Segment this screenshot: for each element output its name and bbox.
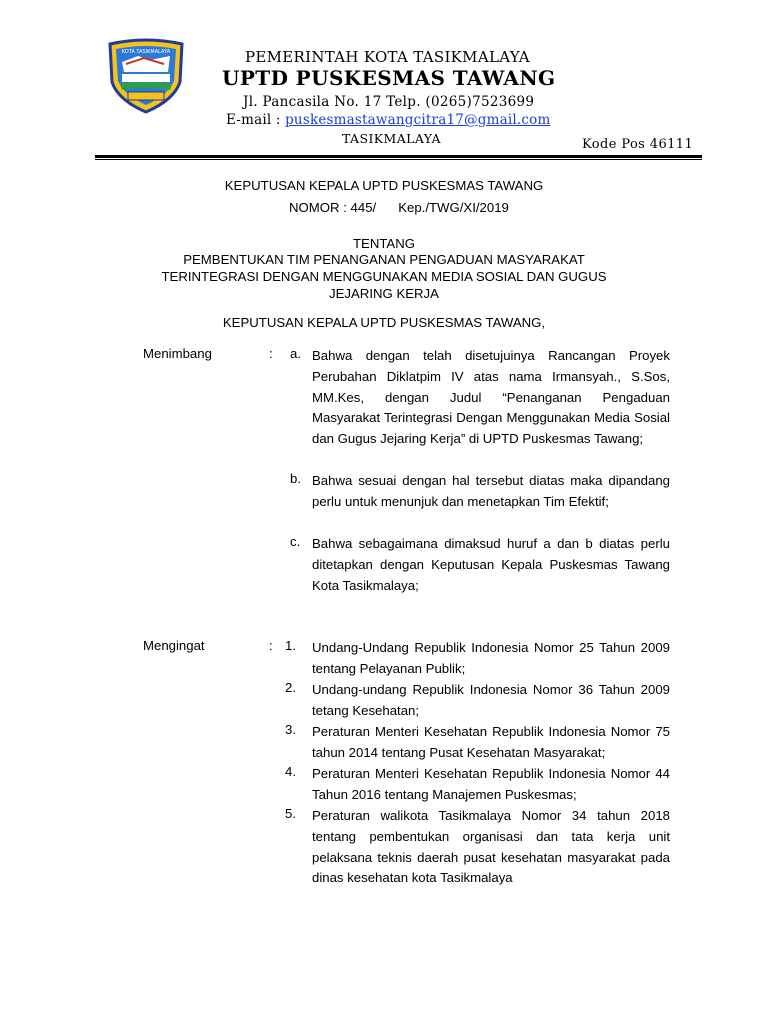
letterhead-email-line xyxy=(226,112,550,128)
recalling-item: Peraturan Menteri Kesehatan Republik Indonesia Nomor 75 tahun 2014 tentang Pusat Kesehatan Masyarakat; xyxy=(312,724,670,760)
recalling-label: Mengingat xyxy=(143,638,205,653)
decree-about-label: TENTANG xyxy=(352,236,416,251)
considering-marker: b. xyxy=(290,471,301,486)
considering-item: Bahwa sesuai dengan hal tersebut diatas maka dipandang perlu untuk menunjuk dan menetapkan Tim Efektif; xyxy=(312,473,670,509)
letterhead xyxy=(0,0,768,160)
recalling-item: Peraturan Menteri Kesehatan Republik Indonesia Nomor 44 Tahun 2016 tentang Manajemen Puskesmas; xyxy=(312,766,670,802)
considering-colon: : xyxy=(269,346,273,361)
decree-subject-line: PEMBENTUKAN TIM PENANGANAN PENGADUAN MASYARAKAT xyxy=(183,252,585,267)
decree-subject-line: JEJARING KERJA xyxy=(329,286,439,301)
letterhead-divider-thin xyxy=(95,159,702,160)
considering-label: Menimbang xyxy=(143,346,212,361)
considering-item: Bahwa dengan telah disetujuinya Rancangan Proyek Perubahan Diklatpim IV atas nama Irmansyah., S.Sos, MM.Kes, dengan Judul “Penanganan Pengaduan Masyarakat Terintegrasi Dengan Menggunakan Media Sosial dan Gugus Jejaring Kerja” di UPTD Puskesmas Tawang; xyxy=(312,348,670,447)
letterhead-institution: UPTD PUSKESMAS TAWANG xyxy=(222,66,556,90)
recalling-marker: 2. xyxy=(285,680,296,695)
decree-issuer: KEPUTUSAN KEPALA UPTD PUSKESMAS TAWANG, xyxy=(222,315,546,330)
recalling-marker: 1. xyxy=(285,638,296,653)
letterhead-city: TASIKMALAYA xyxy=(342,131,441,146)
recalling-marker: 4. xyxy=(285,764,296,779)
decree-title: KEPUTUSAN KEPALA UPTD PUSKESMAS TAWANG xyxy=(224,178,544,193)
letterhead-postal-code: Kode Pos 46111 xyxy=(582,137,694,152)
city-emblem-logo xyxy=(104,38,188,114)
decree-subject-line: TERINTEGRASI DENGAN MENGGUNAKAN MEDIA SOSIAL DAN GUGUS xyxy=(161,269,607,284)
letterhead-address: Jl. Pancasila No. 17 Telp. (0265)7523699 xyxy=(243,94,535,110)
decree-number: NOMOR : 445/ Kep./TWG/XI/2019 xyxy=(289,200,509,215)
letterhead-government: PEMERINTAH KOTA TASIKMALAYA xyxy=(245,48,530,66)
recalling-colon: : xyxy=(269,638,273,653)
considering-marker: a. xyxy=(290,346,301,361)
email-label: E-mail : xyxy=(226,112,286,128)
recalling-item: Peraturan walikota Tasikmalaya Nomor 34 tahun 2018 tentang pembentukan organisasi dan tata kerja unit pelaksana teknis daerah pusat kesehatan masyarakat pada dinas kesehatan kota Tasikmalaya xyxy=(312,808,670,886)
recalling-item: Undang-undang Republik Indonesia Nomor 36 Tahun 2009 tetang Kesehatan; xyxy=(312,682,670,718)
considering-marker: c. xyxy=(290,534,301,549)
recalling-marker: 3. xyxy=(285,722,296,737)
logo-lettering: KOTA TASIKMALAYA xyxy=(121,49,171,55)
recalling-marker: 5. xyxy=(285,806,296,821)
considering-item: Bahwa sebagaimana dimaksud huruf a dan b diatas perlu ditetapkan dengan Keputusan Kepala Puskesmas Tawang Kota Tasikmalaya; xyxy=(312,536,670,593)
recalling-item: Undang-Undang Republik Indonesia Nomor 25 Tahun 2009 tentang Pelayanan Publik; xyxy=(312,640,670,676)
letterhead-divider-thick xyxy=(95,155,702,158)
email-link[interactable]: puskesmastawangcitra17@gmail.com xyxy=(285,112,551,128)
